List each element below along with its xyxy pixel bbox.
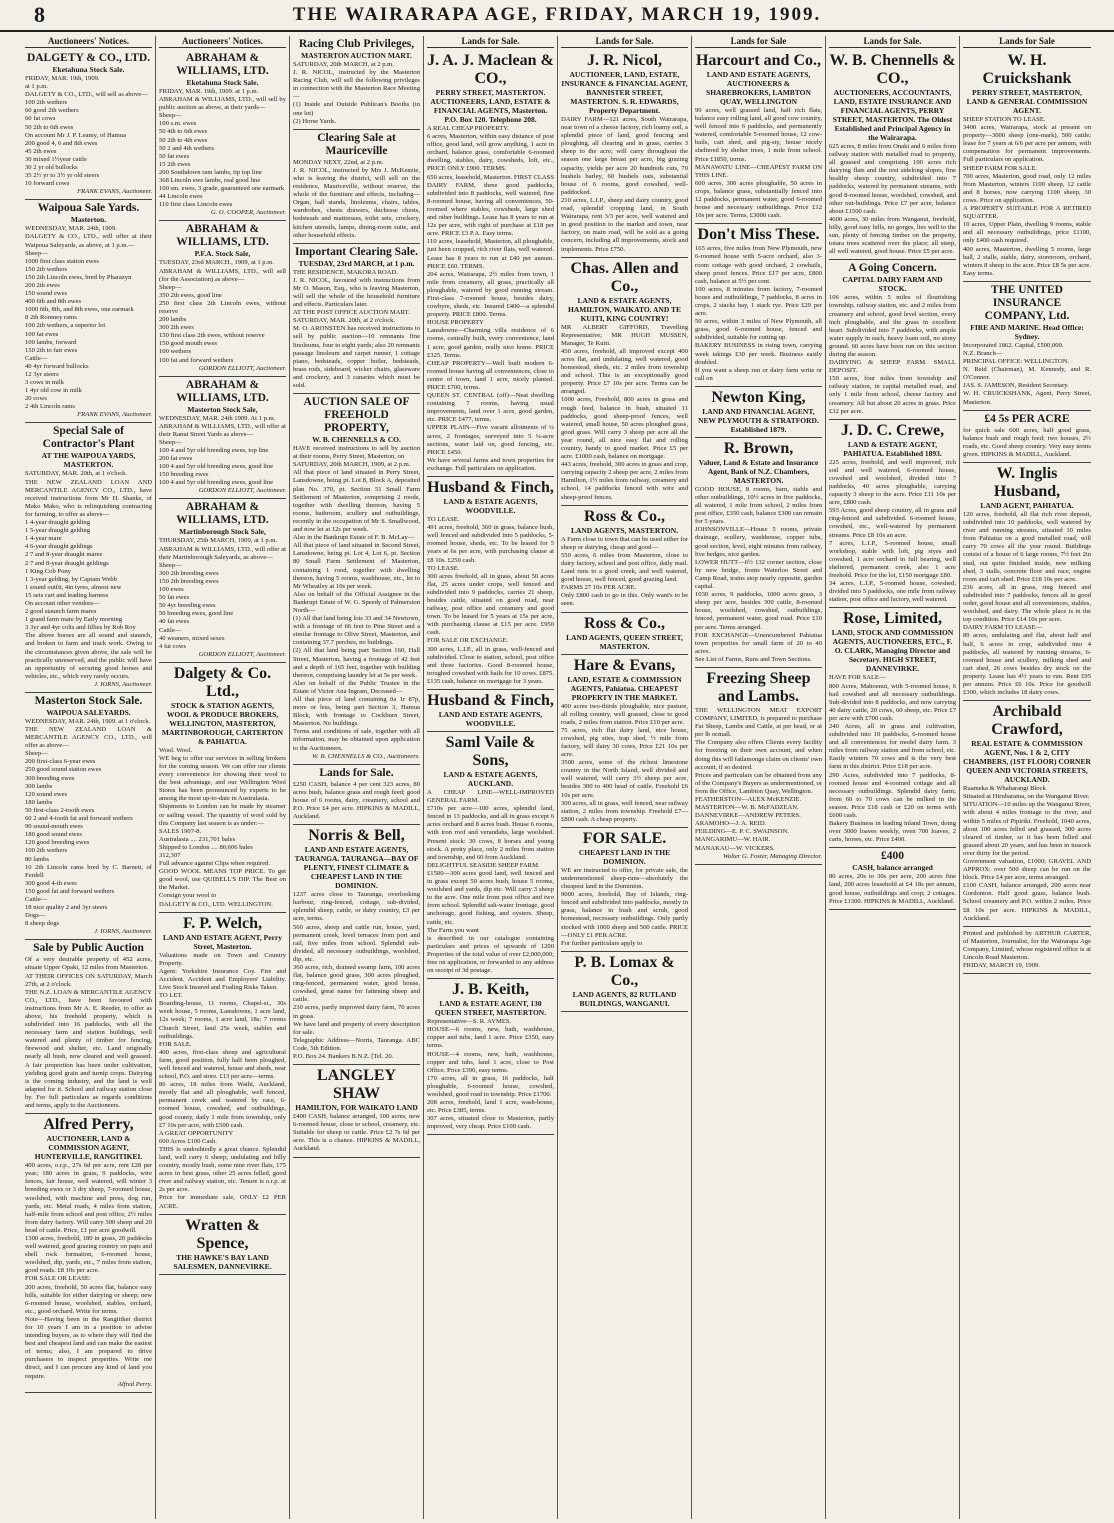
ad-subtitle: PERRY STREET, MASTERTON, LAND & GENERAL COMMISSION AGENT.	[966, 88, 1088, 115]
ad-signature: J. IORNS, Auctioneer.	[94, 680, 152, 688]
ad-signature: G. O. COOPER, Auctioneer.	[210, 209, 286, 217]
advertisement	[293, 1065, 420, 1157]
ad-title: P. B. Lomax & Co.,	[574, 953, 675, 989]
ad-title: Chas. Allen and Co.,	[570, 259, 679, 295]
ad-subtitle: LAND AND ESTATE AGENTS, WOODVILLE.	[438, 710, 543, 728]
column-heading: Lands for Sale	[963, 36, 1091, 48]
ad-subtitle: LAND & ESTATE AGENT, PAHIATUA. Established 1893.	[843, 439, 942, 458]
column-5	[558, 36, 692, 1519]
ad-signature: FRANK EVANS, Auctioneer.	[77, 188, 152, 196]
advertisement	[561, 655, 688, 828]
advertisement	[963, 411, 1091, 463]
advertisement	[829, 260, 956, 419]
advertisement	[25, 1114, 152, 1393]
ad-signature: Walter G. Foster, Managing Director.	[723, 852, 822, 860]
ad-subtitle: LAND & ESTATE AGENTS, WOODVILLE.	[443, 497, 538, 516]
ad-title: Clearing Sale at Mauriceville	[317, 131, 396, 157]
advertisement	[25, 693, 152, 940]
ad-body: 165 acres, five miles from New Plymouth, new 6-roomed house with 5-acre orchard, also 3-room cottage with good orchard, 2 cowbails, sheep proof fences. Price £17 per acre, £800 cash, balance at 5½ per cent. 100 acres, 8 minutes from factory, 7-roomed house and outbuildings, 7 paddocks, 8 acres in crops, 2 stacks hay, 1 stack rye. Price £29 per acre. 50 acres, within 3 miles of New Plymouth, all grass, good 6-roomed house, fenced and subdivided, suitable for cutting up. BAKERY BUSINESS in rising town, carrying week takings £30 per week. Business easily doubled. If you want a sheep run or dairy farm write or call on	[695, 245, 822, 382]
advertisement	[829, 50, 956, 260]
ad-body: £400 CASH, balance arranged, 100 acres, new 6-roomed house, close to school, creamery, etc. Suitable for sheep or cattle. Price £2 7s 6d per acre. This is a chance. HIPKINS & MADILL, Auckland.	[293, 1113, 420, 1153]
ad-subtitle: LAND AGENTS, 82 RUTLAND BUILDINGS, WANGANUI.	[572, 989, 677, 1008]
ad-subtitle: AUCTIONEER, LAND, ESTATE, INSURANCE & FINANCIAL AGENT, BANNISTER STREET, MASTERTON. S. R. EDWARDS, Property Department.	[561, 70, 688, 115]
advertisement	[159, 913, 286, 1215]
newspaper-title: THE WAIRARAPA AGE, FRIDAY, MARCH 19, 1909.	[292, 4, 822, 25]
advertisement	[963, 282, 1091, 411]
ad-subtitle: LAND & ESTATE AGENTS, HAMILTON, WAIKATO. AND TE KUITI, KING COUNTRY!	[567, 295, 682, 323]
ad-title: £4 5s PER ACRE	[984, 412, 1070, 425]
ad-title: J. R. Nicol,	[586, 52, 663, 69]
ad-signature: GORDON ELLIOTT, Auctioneer.	[198, 650, 286, 658]
ad-subtitle: P.F.A. Stock Sale,	[194, 249, 251, 259]
ad-title: Lands for Sale.	[319, 766, 394, 779]
ad-body: WEDNESDAY, MAR. 24th, 1909. at 1 o'clock. THE NEW ZEALAND LOAN & MERCANTILE AGENCY CO., LTD., will offer as above— Sheep— 200 first-class 6-year ewes 250 good sound station ewes 300 breeding ewes 300 lambs 120 sound ewes 180 lambs 50 first-class 2-tooth ewes 60 2 and 4-tooth fat and forward wethers 90 sound-mouth ewes 180 good sound ewes 120 good breeding ewes 100 2th wethers 80 lambs 10 2th Lincoln rams bred by C. Barnett, of Ferdell 300 good 4-th ewes 150 good fat and forward wethers Cattle— 18 nice quality 2 and 3yr steers Dogs— 8 sheep dogs	[25, 717, 152, 928]
ad-body: Of a very desirable property of 452 acres, situate Upper Opaki, 12 miles from Masterton. AT THEIR OFFICES ON SATURDAY, March 27th, at 2 o'clock. THE N.Z. LOAN & MERCANTILE AGENCY CO., LTD., have been favoured with instructions from Mr A. E. Reeder, to offer as above, his freehold property, which is subdivided into 16 paddocks, with all the necessary farm and station buildings, well watered and plenty of timber for fencing, firewood and shelter, etc. Land originally nearly all bush, now cleared and well grassed. A fair proportion has been under cultivation, yielding good grain and turnip crops. Dairying is the coming industry, and the land is well adapted for it. School and railway station close by. For full particulars as regards conditions and terms, apply to the Auctioneers.	[25, 956, 152, 1110]
ad-title: W. Inglis Husband,	[993, 465, 1061, 500]
ad-title: R. Brown,	[723, 439, 794, 457]
advertisement	[25, 423, 152, 692]
column-3	[290, 36, 424, 1519]
ad-body: 80 acres, 20s to 30s per acre, 200 acres fine land, 200 acres leasehold at £4 18s per annum, good house, outbuildings and crop; 2 cottages. Price £1300. HIPKINS & MADILL, Auckland.	[829, 873, 956, 905]
ad-title: J. D. C. Crewe,	[840, 421, 945, 439]
ad-signature: GORDON ELLIOTT, Auctioneer.	[198, 364, 286, 372]
ad-title: Dalgety & Co. Ltd.,	[173, 664, 272, 700]
ad-title: Husband & Finch,	[427, 692, 554, 709]
advertisement	[695, 387, 822, 438]
ad-title: £400	[881, 850, 904, 863]
ad-subtitle: Valuer, Land & Estate and Insurance Agent, Bank of N.Z. Chambers, MASTERTON.	[698, 457, 819, 485]
ad-signature: FRANK EVANS, Auctioneer.	[77, 411, 152, 419]
advertisement	[695, 50, 822, 224]
ad-title: Rose, Limited,	[842, 610, 943, 628]
advertisement	[561, 952, 688, 1012]
column-6	[692, 36, 826, 1519]
advertisement	[25, 940, 152, 1114]
ad-subtitle: MASTERTON AUCTION MART.	[301, 51, 412, 60]
ad-body: 400 acres, o.r.p., 27s 6d per acre, rent £28 per year; 180 acres in grass, 9 paddocks, wire fences, fair house, well watered, will winter 3 breeding ewes or 3 dry sheep, 7-roomed house, woolshed, with machine and press, dog run, yards, etc. Metal roads, 4 miles from station, half-mile from school and post office, 2½ miles from dairy factory. Will carry 300 sheep and 20 head of cattle. Price, £1 per acre goodwill. 1300 acres, freehold, 180 in grass, 20 paddocks well watered, good grazing country on paps and shell rock formation, 6-roomed house, woolshed, dip, yards, etc., 7 miles from station, good roads. £8 10s per acre. FOR SALE OR LEASE: 200 acres, freehold, 50 acres flat, balance easy hills, suitable for either dairying or sheep; new 6-roomed house, woolshed, stables, orchard, etc., good orchard. Write for terms. Note—Having been in the Rangitikei district for 10 years I am in a position to advise intending buyers, as to where they will find the best and cheapest land and can make the easiest of terms; also, I am prepared to drive purchasers to inspect properties. Write me direct, and I can procure any kind of land you require.	[25, 1162, 152, 1380]
ad-body: SATURDAY, 20th MARCH, at 2 p.m. J. R. NICOL, instructed by the Masterton Racing Club, will sell the following privileges in connection with the Masterton Race Meeting— (1) Inside and Outside Publican's Booths (in one lot) (2) Horse Yards.	[293, 61, 420, 125]
ad-title: W. B. Chennells & CO.,	[829, 52, 956, 87]
ad-body: THE WELLINGTON MEAT EXPORT COMPANY, LIMITED, is prepared to purchase Fat Sheep, Lambs and Cattle, at per head, or at per lb ocmall. The Company also offers Clients every facility for freezing on their own account, and when doing this will fatlamonge claim on clients' own account, if so desired. Prices and particulars can be obtained from any of the Company's Buyers as undermentioned, or from the Office, Lambton Quay, Wellington. FEATHERSTON—ALEX McKENZIE. MASTERTON—W. B. McFADZEAN. DANNEVIRKE—ANDREW PETERS. ARAMOHO—J. A. REID. FEILDING—E. P. C. SWAINSON. MANGARIMU—W. HAIR. MANAKAU—W. VICKERS.	[695, 706, 822, 852]
ad-body: FRIDAY, MAR. 19th, 1909. at 1 p.m. DALGETY & CO., LTD., will sell as above— 100 2th wethers 60 good 2th wethers 60 fat cows 50 2th to 6th ewes On account Mr J. P. Leamy, of Hamua 200 good 4, 6 and 8th ewes 45 2th ewes 30 mixed 1½year cattle 30 2 yr old bullocks 35 2½ yr to 3½ yr old steers 10 forward cows	[25, 75, 148, 188]
column-8	[960, 36, 1094, 1519]
advertisement	[159, 50, 286, 221]
advertisement	[829, 420, 956, 609]
ad-subtitle: FIRE AND MARINE. Head Office: Sydney.	[970, 322, 1084, 341]
column-heading: Auctioneers' Notices.	[25, 36, 152, 48]
advertisement	[561, 828, 688, 952]
ad-subtitle: CASH, balance arranged	[852, 863, 933, 873]
ad-subtitle: PERRY STREET, MASTERTON. AUCTIONEERS, LAND, ESTATE & FINANCIAL AGENTS, Masterton. P.O. Box 120. Telephone 208.	[430, 88, 551, 124]
ad-subtitle: THE HAWKE'S BAY LAND SALESMEN, DANNEVIRKE.	[173, 1252, 272, 1271]
ad-title: J. A. J. Maclean & CO.,	[427, 52, 554, 87]
ad-body: 106 acres, within 5 miles of flourishing township, railway station, etc. and 2 miles from creamery and school, good level section, every inch ploughable, and the grass in excellent heart. Subdivided into 7 paddocks, with ample water supply in each, heavy loam soil, no stony ground. 60 acres have been run on this section during the season. DAIRYING & SHEEP FARM. SMALL DEPOSIT. 150 acres, four miles from township and railway station, in capital metalled road, and only 1 mile from school, cheese factory and creamery. All but about 20 acres in grass. Price £32 per acre.	[829, 294, 956, 415]
ad-subtitle: HAMILTON, FOR WAIKATO LAND	[295, 1103, 418, 1113]
ad-title: Saml Vaile & Sons,	[445, 734, 536, 769]
advertisement	[427, 732, 554, 979]
ad-title: Norris & Bell,	[308, 827, 405, 845]
ad-title: A Going Concern.	[848, 262, 937, 275]
ad-title: Ross & Co.,	[584, 614, 665, 632]
advertisement	[963, 463, 1091, 701]
column-heading: Auctioneers' Notices.	[159, 36, 286, 48]
ad-title: Waipoua Sale Yards.	[37, 202, 140, 215]
ad-body: HAVE FOR SALE— 800 Acres, Mahoenui, with 5-roomed house, 6 bail cowshed and all necessary outbuildings. Sub-divided into 8 paddocks, and now carrying 40 dairy cattle, 20 cows, 60 sheep, etc. Price £7 per acre with £700 cash. 240 Acres, all in grass and cultivation, subdivided into 10 paddocks, 6-roomed house and all conveniences for model dairy farm. 3 miles from railway station and from school, etc. Easily winters 70 cows and is the very best farm in this district. Price £18 per acre. 290 Acres, subdivided into 7 paddocks, 8-roomed house and 4-roomed cottage and all necessary outbuildings. Splendid dairy farm; from 60 to 70 cows can be milked in the season. Price £18 cash or £20 on terms with £600 cash. Bakery Business in leading inland Town, doing over 3000 loaves weekly, oven 700 loaves, 2 carts, horses, etc. Price £400.	[829, 674, 956, 844]
advertisement	[427, 50, 554, 477]
ad-body: HAVE received instructions to sell by auction at their rooms, Perry Street, Masterton, on SATURDAY, 20th MARCH, 1909, at 2 p.m. All that piece of land situated in Perry Street, Lansdowne, being pt. Lot 8, Block A, deposited plan No. 370, pt. Section 51 Small Farm Settlement of Masterton, comprising 2 roods, together with dwelling thereon, having 5 rooms, bathroom, scullery and outbuildings, recently in the occupation of Mr S. Smallwood, and now let at 12s per week. Also in the Bankrupt Estate of F. B. McLay— All that piece of land situated in Second Street, Lansdowne, being pt. Lot 4, Lot 6, pt. Section 80 Small Farm Settlement of Masterton, containing 1 rood, together with dwelling thereon, having 5 rooms, washhouse, etc., let to Mr Wheatley at 10s per week. Also on behalf of the Official Assignee in the Bankrupt Estate of W. G. Speedy of Palmerston North— (1) All that land being lots 33 and 34 Newtown, with a frontage of 66 feet to Pine Street and a similar frontage to Olive Street, Masterton, and containing 37.7 perches, no buildings. (2) All that land being part Section 160, Hall Street, Masterton, having a frontage of 42 feet and a depth of 165 feet, together with building thereon, comprising laundry let at 5s per week. Also on behalf of the Public Trustee in the Estate of Victor Ana Ingram, Deceased— All that piece of land containing 0a 1r 87p, more or less, being part Section 3, Hamua Block, with frontage to Cockburn Street, Masterton. No buildings. Terms and conditions of sale, together with all information, may be obtained upon application to the Auctioneers.	[293, 445, 420, 752]
ad-subtitle: LAND AGENT, PAHIATUA.	[980, 501, 1074, 510]
ad-subtitle: LAND AND ESTATE AGENTS, TAURANGA. TAURANGA—BAY OF PLENTY, FINEST CLIMATE & CHEAPEST LAND IN THE DOMINION.	[294, 845, 419, 891]
column-7	[826, 36, 960, 1519]
ad-body: Representative—S. R. AYMES. HOUSE—6 rooms, new, bath, washhouse, copper and tubs, land 1 acre. Price £350, easy terms. HOUSE—4 rooms, new, bath, washhouse, copper and tubs, land 1 acre, close to Post Office. Price £390, easy terms. 170 acres, all in grass, 16 paddocks, half ploughable, 6-roomed house, cowshed, woolshed, good road to township. Price £1700. 208 acres, freehold, land 1 acre, wash-house, etc. Price £385, terms. 307 acres, situated close to Masterton, partly improved, very cheap. Price £100 cash.	[427, 1018, 554, 1131]
advertisement	[427, 979, 554, 1135]
ad-title: LANGLEY SHAW	[316, 1067, 397, 1103]
ad-title: ABRAHAM & WILLIAMS, LTD.	[176, 378, 269, 404]
column-4	[424, 36, 558, 1519]
ad-title: J. B. Keith,	[452, 981, 529, 999]
ad-subtitle: STOCK & STATION AGENTS, WOOL & PRODUCE BROKERS, WELLINGTON, MASTERTON, MARTINBOROUGH, CARTERTON & PAHIATUA.	[161, 700, 284, 746]
ad-subtitle: LAND, STOCK AND COMMISSION AGENTS, AUCTIONEERS, ETC., F. O. CLARK, Managing Director and Secretary. HIGH STREET, DANNEVIRKE.	[831, 628, 954, 674]
ad-title: F. P. Welch,	[183, 914, 262, 932]
advertisement	[695, 224, 822, 387]
column-heading: Lands for Sale.	[829, 36, 956, 48]
advertisement	[293, 130, 420, 244]
advertisement	[963, 927, 1091, 974]
advertisement	[427, 477, 554, 690]
ad-body: 120 acres, freehold, all flat rich river deposit, subdivided into 10 paddocks, well watered by river and running streams, situated 10 miles from Pahiatua on a good metalled road, will carry 70 cows all the year round. Buildings consist of a house of 6 large rooms, 7½ feet 2in stud, out quite finished inside, new milking shed, 3 stalls, concrete floor and race, engine room and cart shed. Price £18 10s per acre. 236 acres, all in grass, ring fenced and subdivided into 7 paddocks, fences all in good order, good house and all conveniences, stables, woolshed, and dairy. The whole place is in the top condition. Price £14 10s per acre. DAIRY FARM TO LEASE— 89 acres, undulating and flat, about half and half, 6 acres in crop, subdivided into 4 paddocks, all watered by running streams, 6-roomed house and scullery, milking shed and cart shed, 26 cows besides dry stock on the property. Lease has 4½ years to run. Rent £95 per annum. Price £6 10s. Price for goodwill £300, which includes 18 dairy cows.	[963, 511, 1091, 697]
ad-body: 1237 acres close to Tauranga, overlooking harbour, ring-fenced, cottage, sub-divided, splendid sheep, cattle, or dairy country, £3 per acre, terms. 560 acres, sheep and cattle run, house, yard, permanent creek, level terraces from port and rail, five miles from school. Splendid sub-divided, all necessary outbuildings, woolshed, dip, etc. 360 acres, rich, drained swamp farm, 100 acres flat, balance good grass, 300 acres ploughed, ring-fenced, permanent water, good house, cowshed, great name for fattening sheep and cattle. 230 acres, partly improved dairy farm, 70 acres in grass. We have land and property of every description for sale. Telegraphic Address—Norris, Tauranga. ABC Code, 5th Edition. P.O. Box 24. Bankers B.N.Z. [Tel. 20.	[293, 891, 420, 1060]
ad-body: FRIDAY, MAR. 19th, 1909. at 1 p.m. ABRAHAM & WILLIAMS, LTD., will sell by public auction as above, at their yards— Sheep— 100 s.m. ewes 50 4th to 6th ewes 50 2th to 4th ewes 50 2 and 4th wethers 50 fat ewes 15 2th ewes 200 Southdown ram lambs, tip top line 368 Lincoln ewe lambs, real good line 100 sm. ewes, 3 grade, guaranteed one earmark 44 Lincoln ewes 110 first class Lincoln ewes	[159, 88, 286, 209]
advertisement	[159, 1215, 286, 1275]
ad-body: TO LEASE. 491 acres, freehold, 360 in grass, balance bush, well fenced and subdivided into 5 paddocks, 5-roomed house, sheds, etc. To be leased for 5 years at 6s per acre, with purchasing clause at £8 10s. £250 cash. TO LEASE. 300 acres freehold, all in grass, about 50 acres flat, 25 acres under crops, well fenced and subdivided into 9 paddocks, carries 21 sheep, besides cattle, situated on good road, near railway, post office and creamery and good town. To be leased for 5 years at 15s per acre, with purchasing clause at £15 per acre. £950 cash. FOR SALE OR EXCHANGE. 300 acres, L.I.P., all in grass, well-fenced and subdivided. Close to station, school, post office and three factories. Good 8-roomed house, troughed cowshed with bails for 10 cows. £875. £135 cash, balance on mortgage for 3 years.	[427, 516, 554, 685]
ad-title: Harcourt and Co.,	[695, 52, 822, 69]
column-heading: Lands for Sale	[695, 36, 822, 48]
ad-title: Important Clearing Sale.	[295, 245, 418, 258]
advertisement	[293, 825, 420, 1065]
ad-subtitle: CHEAPEST LAND IN THE DOMINION.	[578, 847, 671, 866]
ad-body: SHEEP STATION TO LEASE. 3400 acres, Wairarapa, stock at present on property—3000 sheep (one-mark), 500 cattle; lease for 7 years at 6/6 per acre per annum, with compensation for permanent improvements. Full particulars on application. SHEEP FARM FOR SALE. 700 acres, Masterton, good road, only 12 miles from Masterton, winters 1100 sheep, 12 cattle and 8 horses, now carrying 1100 sheep, 30 cows. Price on application. A PROPERTY SUITABLE FOR A RETIRED SQUATTER. 10 acres, Upper Plain, dwelling 9 rooms, stable and all necessary outbuildings, price £1100, only £400 cash required. 400 acres, Masterton, dwelling 5 rooms, large hall, 2 stalls, stable, dairy, storeroom, orchard, winters 8 sheep to the acre. Price £8 5s per acre. Easy terms.	[963, 116, 1091, 277]
advertisement	[561, 258, 688, 506]
ad-title: Special Sale of Contractor's Plant	[42, 425, 135, 451]
ad-body: 99 acres, well grassed land, half rich flats, balance easy rolling land, all good cow country, well fenced into 6 paddocks, and permanently watered, comfortable 5-roomed house, 12 cow-bails, cart shed, and pig-sty, house nicely sheltered by shelter trees, 1 mile from school. Price £1850, terms. MANAWATU LINE—CHEAPEST FARM ON THIS LINE. 600 acres, 300 acres ploughable, 50 acres in crops, balance grass, substantially fenced into 12 paddocks, permanent water, good 6-roomed house and necessary outbuildings. Price £12 10s per acre. Terms, £3000 cash.	[695, 107, 822, 220]
ad-title: Archibald Crawford,	[991, 703, 1063, 739]
ad-title: Newton King,	[711, 388, 806, 406]
ad-subtitle: LAND AND FINANCIAL AGENT, NEW PLYMOUTH & STRATFORD. Established 1879.	[698, 406, 819, 434]
ad-title: FOR SALE.	[582, 829, 667, 847]
ad-subtitle: LAND AND ESTATE AGENTS, AUCTIONEERS & SHAREBROKERS, LAMBTON QUAY, WELLINGTON	[706, 70, 811, 106]
ad-body: Printed and published by ARTHUR CARTER, of Masterton, Journalist, for the Wairarapa Age Company, Limited, whose registered office is at Lincoln Road Masterton. FRIDAY, MARCH 19, 1909.	[963, 929, 1091, 970]
ad-subtitle: Martinborough Stock Sale,	[179, 527, 266, 537]
ad-subtitle: AUCTIONEER, LAND & COMMISSION AGENT, HUNTERVILLE, RANGITIKEI.	[34, 1134, 143, 1162]
ad-title: ABRAHAM & WILLIAMS, LTD.	[176, 223, 269, 249]
advertisement	[159, 377, 286, 500]
ad-signature: Alfred Perry.	[117, 1380, 152, 1388]
column-2	[156, 36, 290, 1519]
ad-subtitle: LAND, ESTATE & COMMISSION AGENTS, Pahiatua. CHEAPEST PROPERTY IN THE MARKET.	[567, 674, 682, 702]
advertisement	[159, 499, 286, 662]
ad-body: WE are instructed to offer, for private sale, the undermentioned sheep-runs—absolutely the cheapest land in the Dominion. 9000 acres, freehold, Bay of Islands, ring-fenced and subdivided into paddocks, mostly in grass, balance in bush and scrub, good homestead, necessary outbuildings. Only partly stocked with 1000 sheep and 500 cattle. PRICE—ONLY £1 PER ACRE. For further particulars apply to	[561, 866, 688, 947]
columns-container	[22, 36, 1110, 1519]
advertisement	[25, 200, 152, 423]
ad-body: Valuations made on Town and Country Property. Agent: Yorkshire Insurance Coy. Fire and Accident. Accident and Employers' Liability. Live Stock Insured and Foaling Risks Taken. TO LET. Boarding-house, 11 rooms, Chapel-st., 30s week house, 5 rooms, Lansdowne, 1 acre land, 12s week; 7 rooms, 1 acre land, 18s; 7 rooms Church Street, land 25s week, stables and outbuildings. FOR SALE. 400 acres, first-class sheep and agricultural farm, good position, fully half been ploughed, well fenced and watered, house and sheds, near school, P.O. and store. £13 per acre—terms. 86 acres, 18 miles from Waihi, Auckland, mostly flat and all ploughable, well fenced, permanent creek and watered by race, 6-roomed house, cowshed, and outbuildings, good county, daily 1 mile from township, only £7 10s per acre, with £500 cash. A GREAT OPPORTUNITY 600 Acres £100 Cash. THIS is undoubtedly a great chance. Splendid land, well carry 6 sheep; undulating and hilly country, mostly bush, some nine river flats, 175 acres in best grass, other 25 acres felled, good river and railway station, etc. Tenure is o.r.p. at 2s per acre. Price for immediate sale, ONLY £2 PER ACRE.	[159, 951, 286, 1210]
ad-title: Ross & Co.,	[584, 507, 665, 525]
ad-subtitle: Masterton.	[70, 215, 107, 225]
ad-body: MR ALBERT GIFFORD, Travelling Representative; MR HUGH MUSSEN, Manager, Te Kuiti. 450 acres, freehold, all improved except 400 acres flat, and undulating, well watered, good homestead, sheds, etc. 2 miles from township and school. This is an exceptionally good property. Price £7 10s per acre. Terms can be arranged. 1000 acres, Freehold, 800 acres in grass and rough feed, balance in bush, situated 11 paddocks, good sheep-proof fences, well watered, small house, 50 acres ploughed grass, good grass. Will carry 3 sheep per acre all the year round, all nice easy flat and rolling country, handy to good market. Price £5 per acre. £1000 cash, balance on mortgage. 443 acres, freehold, 300 acres in grass and crop, carrying capacity 2 sheep per acre, 2 miles from Hamilton, 1½ miles from railway, creamery and school, 14 paddocks fenced with wire and sheep-proof fences.	[561, 323, 688, 501]
ad-title: Freezing Sheep and Lambs.	[706, 669, 811, 705]
ad-body: 400 acres two-thirds ploughable, nice pasture, all rolling country, well grassed, close to good roads, 2 miles from station. Price £10 per acre. 75 acres, rich flat dairy land, nice house, cowshed, pig sties, trap shed, ½ mile from factory, will dairy 30 cows, Price £21 10s per acre. 3500 acres, some of the richest limestone country in the North Island, well divided and well watered, will carry 3½ sheep per acre, besides 300 to 400 head of cattle. Freehold £6 10s per acre. 300 acres, all in grass, well fenced, near railway station, 2 miles from township. Freehold £7—£800 cash. A cheap property.	[561, 702, 688, 823]
advertisement	[25, 50, 152, 200]
column-heading: Lands for Sale.	[561, 36, 688, 48]
ad-subtitle: REAL ESTATE & COMMISSION AGENT, Nos. 1 & 2, CITY CHAMBERS, (1ST FLOOR) CORNER QUEEN AND VICTORIA STREETS, AUCKLAND.	[963, 739, 1091, 785]
ad-body: GOOD HOUSE, 8 rooms, barn, stable and other outbuildings, 10½ acres in five paddocks, all watered, 1 mile from school, 2 miles from post office, £350 cash, balance £300 can remain for 5 years. JOHNSONVILLE—House 5 rooms, private drainage, scullery, washhouse, copper tubs, good section, level, eight minutes from railway, live hedges, nice garden. LOWER HUTT—6½ 132 corner section, close by new bridge, fronts Waterloo Street and Camp Road, trains stop nearly opposite, garden capital. 1030 acres, 9 paddocks, 1000 acres grass, 3 sheep per acre, besides 300 cattle, 8-roomed house, woolshed, cowshed, outbuildings, fenced, permanent water, good road. Price £10 per acre. Terms arranged. FOR EXCHANGE—Unencumbered Pahiatua town properties for small farm of 20 to 40 acres. See List of Farms, Runs and Town Sections.	[695, 485, 822, 663]
ad-subtitle: CAPITAL DAIRY FARM AND STOCK.	[842, 275, 943, 294]
ad-title: Hare & Evans,	[573, 656, 676, 674]
ad-title: Masterton Stock Sale.	[34, 694, 143, 707]
ad-title: Racing Club Privileges,	[298, 38, 415, 50]
ad-title: THE UNITED INSURANCE COMPANY, Ltd.	[984, 283, 1070, 322]
ad-title: Husband & Finch,	[427, 479, 554, 497]
ad-body: Ruameka & Whaharangi Block Situated at Hirubarama, on the Wanganui River. SITUATION—10 miles up the Wanganui River, with about 4 miles frontage to the river, and within 5 miles of Pipiriki. Freehold, 1040 acres, about 100 acres felled and grassed, 300 acres cleared of timber, so it has been felled and grassed about 20 years, and has been in tussock over thirty for the period. Government valuation, £1000; GRAVEL AND APPROX: over 500 sheep can be run on the block. Price £4 per acre, terms arranged. £100 CASH, balance arranged, 200 acres near Gordonton. Half good grass, balance bush. School creamery and P.O. within 2 miles. Price £8 10s per acre. HIPKINS & MADILL, Auckland.	[963, 785, 1091, 922]
ad-body: DAIRY FARM—121 acres, South Wairarapa, near town of a cheese factory, rich loamy soil, a splendid piece of land, good fencing and ploughing, all clearing and in grass, carries 3 sheep to the acre; will carry throughout the season one large breast per acre, big grazing capacity, yields per acre 20 hundreds cuts, 70 bushels barley, 60 bushels oats, substantial house of 6 rooms, good cowshed, well-paddocked. 210 acres, L.I.P., sheep and dairy country, good road, splendid cropping land, in South Wairarapa, rent 3/3 per acre, well watered and in good position to the market and town, near factory, on main road, will be sold as a going concern, including all improvements, stock and implements. Price £750.	[561, 116, 688, 253]
ad-subtitle: LAND AND ESTATE AGENT, Perry Street, Masterton.	[163, 932, 282, 951]
ad-subtitle: Masterton Stock Sale,	[187, 404, 258, 414]
ad-body: A Farm close to town that can be used either for sheep or dairying, cheap and good— 550 acres, 6 miles from Masterton, close to dairy factory, school and post office, daily mail. Land runs to a good creek, and well watered, good house, well fenced, good grazing land. FARMS 27 10s PER ACRE. Only £800 cash to go in this. Only want's to be seen.	[561, 535, 688, 608]
ad-signature: J. IORNS, Auctioneer.	[94, 928, 152, 936]
ad-body: A REAL CHEAP PROPERTY. 6 acres, Masterton, within easy distance of post office, good land, will grow anything, 1 acre in orchard, balance grass, comfortable 6-roomed dwelling, stables, dairy, cowsheds, loft, etc., PRICE ONLY £900. TERMS. 650 acres, leasehold, Masterton. FIRST CLASS DAIRY FARM, three good paddocks, subdivided into 8 paddocks, well watered, fine 8-roomed house, having all conveniences, 50-roomed where stables, cowsheds, large shed and other buildings. Lease has 8 years to run at 12s per acre, with right of purchase at £18 per acre. PRICE £3 P.A. Easy terms. 110 acres, leasehold, Masterton, all ploughable, just been cropped, rich river flats, well watered. Lease has 8 years to run at £40 per annum. PRICE £60. TERMS. 204 acres, Wairarapa, 2½ miles from town, 1 mile from creamery, all grass, practically all ploughable, watered by good running stream. First-class 7-roomed house, besides dairy, cowbyre, sheds, etc. Insured £400—a splendid property. PRICE £800. Terms. HOUSE PROPERTY Lansdowne—Charming villa residence of 6 rooms, centrally built, every convenience, land 1 acre, good garden, really nice home. PRICE £325. Terms. CHEAP PROPERTY—Well built modern 6-roomed house having all conveniences, close to centre of town, land 1 acre, nicely planted. PRICE £700, terms. QUEEN ST. CENTRAL (off)—Neat dwelling containing 7 rooms, having usual improvements, land over 1 acre, good garden, etc. PRICE £477, terms. UPPER PLAIN—Five vacant allotments of ¼ acres, 2 frontages, surveyed into 5 ¼-acre sections, water laid on, good fencing, etc. PRICE £450. We have several farms and town properties for exchange. Full particulars on application.	[427, 125, 554, 472]
page-number: 8	[34, 2, 45, 27]
advertisement	[293, 36, 420, 130]
ad-subtitle: Eketahuna Stock Sale.	[186, 78, 259, 87]
advertisement	[561, 50, 688, 258]
ad-body: Wool. Wool. WE beg to offer our services in selling brokers for the coming season. We can offer our clients every convenience for showing their wool to the best advantage, and our Wellington Wool Stores has been pronounced by experts to be among the most up-to-date in Australasia. Shipments to London can be made by steamer or sailing vessel. The quantity of wool sold by this Company last season is as under:— SALES 1907-8. Australasia .... 231,701 bales Shipped to London .... 80,606 bales 312,307 Full advance against Clips when required. GOOD WOOL MEANS TOP PRICE. To get good wool, use QUIBELL'S DIP. The Best on the Market. Consign your wool to DALGETY & CO., LTD. WELLINGTON.	[159, 746, 286, 908]
ad-signature: W. B. CHENNELLS & CO., Auctioneers.	[312, 752, 420, 760]
ad-body: for quick sale 600 acres, half good grass, balance bush and rough feed; two houses, 2½ roads, etc. Good sheep country. Very easy terms given. HIPKINS & MADILL, Auckland.	[963, 426, 1091, 458]
ad-body: Incorporated 1862. Capital, £500,000. N.Z. Branch— PRINCIPAL OFFICE: WELLINGTON. N. Reid (Chairman), M. Kennedy, and R. O'Connor. JAS. S. JAMESON, Resident Secretary. W. H. CRUICKSHANK, Agent, Perry Street, Masterton.	[963, 341, 1091, 406]
advertisement	[293, 394, 420, 765]
ad-title: Wratten & Spence,	[185, 1216, 260, 1252]
ad-body: WEDNESDAY, MAR. 24th, 1909. DALGETY & CO., LTD., will offer at their Waipoua Saleyards, as above, at 1 p.m.— Sheep— 1000 first class station ewes 150 2th wethers 150 2th Lincoln ewes, bred by Pharazyn 200 2th ewes 150 sound ewes 400 6th and 8th ewes 1000 6th, 8th, and 8th ewes, one earmark 8 2th Romney rams 100 2th wethers, a superior lot 100 fat ewes 100 lambs, forward 150 2th to fair ewes Cattle— 40 4yr forward bullocks 12 3yr steers 3 cows in milk 1 4yr old cow in milk 20 cows 2 4th Lincoln rams	[25, 225, 152, 411]
advertisement	[829, 848, 956, 909]
ad-subtitle: AT THE WAIPOUA YARDS, MASTERTON.	[41, 451, 136, 470]
advertisement	[293, 765, 420, 825]
ad-title: Alfred Perry,	[43, 1116, 134, 1134]
advertisement	[159, 221, 286, 376]
ad-title: Don't Miss These.	[697, 226, 820, 244]
ad-subtitle: TUESDAY, 23rd MARCH, at 1 p.m.	[298, 258, 415, 268]
ad-subtitle: Eketahuna Stock Sale.	[52, 65, 125, 74]
ad-body: £250 CASH, balance 4 per cent 323 acres, 80 acres bush, balance grass and rough feed; good house of 6 rooms, dairy, creamery, school and P.O. Price £4 per acre. HIPKINS & MADILL, Auckland.	[293, 780, 420, 821]
ad-signature: GORDON ELLIOTT, Auctioneer.	[198, 487, 286, 495]
ad-body: 225 acres, freehold, and well improved, rich soil and well watered, 6-roomed house, cowshed and woolshed, divided into 7 paddocks, 40 acres ploughable, carrying capacity 3 sheep to the acre. Price £11 10s per acre, £800 cash. 593 Acres, good sheep country, all in grass and ring-fenced and subdivided. 6-roomed house, cowshed, etc., well-watered by permanent streams. Price £8 10s an acre. 7 acres, L.I.P., 5-roomed house, small workshop, stable with loft, pig styes and cowshed, 1 acre orchard in full bearing, well sheltered, permanent creek, also 1 acre freehold. Price for the lot, £150 mortgage £80. 34 acres, L.I.P., 5-roomed house, cowshed, divided into 5 paddocks, one mile from railway station, post office and factory, well watered.	[829, 458, 956, 604]
ad-body: WEDNESDAY, MAR. 24th 1909. At 1 p.m. ABRAHAM & WILLIAMS, LTD., will offer at their Ranui Street Yards as above— Sheep— 100 4 and 5yr old breeding ewes, top line 200 fat ewes 100 4 and 5yr old breeding ewes, good line 150 breeding ewes 100 4 and 5yr old breeding ewes, good line	[159, 414, 286, 487]
ad-title: ABRAHAM & WILLIAMS, LTD.	[176, 501, 269, 527]
column-1	[22, 36, 156, 1519]
advertisement	[561, 613, 688, 655]
ad-title: Sale by Public Auction	[33, 942, 144, 955]
ad-title: ABRAHAM & WILLIAMS, LTD.	[176, 52, 269, 77]
ad-subtitle: W. B. CHENNELLS & CO.	[312, 435, 401, 445]
ad-title: W. H. Cruickshank	[982, 52, 1072, 87]
advertisement	[561, 506, 688, 613]
advertisement	[427, 690, 554, 732]
advertisement	[159, 663, 286, 913]
ad-subtitle: WAIPOUA SALEYARDS.	[46, 707, 131, 717]
advertisement	[293, 244, 420, 394]
ad-body: SATURDAY, MAR. 20th, at 1 o'clock. THE NEW ZEALAND LOAN AND MERCANTILE AGENCY CO., LTD., have received instructions from Mr H. Shanks, of Mako Mako, who is relinquishing contracting for farming, to offer as above— 1 4-year draught gelding 1 5-year draught gelding 1 4-year mare 4 6-year draught geldings 2 7 and 8-year draught mares 2 7 and 8-year draught geldings 1 King Cob Pony 1 3-year gelding, by Captain Webb 1 sound outfit, 4in tyres, almost new 15 sets cart and leading harness On account other vendors— 2 good staunch farm mares 1 grand farm mare by Early morning 3 3yr and 4yr colts and fillies by Rob Roy The above horses are all sound and staunch, and broken to farm and track work. Owing to the circumstances given above, the sale will be practically unreserved, and the public will have an opportunity of securing good horses and vehicles, etc., which very rarely occurs.	[25, 470, 152, 680]
column-heading: Lands for Sale.	[427, 36, 554, 48]
ad-body: THURSDAY, 25th MARCH, 1909, at 1 p.m. ABRAHAM & WILLIAMS, LTD., will offer at their Martinborough Saleyards, as above— Sheep— 300 2th breeding ewes 150 2th breeding ewes 100 ewes 50 fat ewes 50 4yr breeding ewes 50 breeding ewes, good line 40 fat ewes Cattle— 40 weaners, mixed sexes 4 fat cows	[159, 537, 286, 650]
ad-subtitle: LAND & ESTATE AGENTS, AUCKLAND.	[443, 770, 538, 788]
advertisement	[695, 668, 822, 865]
ad-title: AUCTION SALE OF FREEHOLD PROPERTY,	[303, 396, 410, 435]
ad-title: DALGETY & CO., LTD.	[26, 52, 151, 64]
ad-subtitle: LAND AGENTS, QUEEN STREET, MASTERTON.	[566, 632, 683, 651]
ad-body: TUESDAY, 23rd MARCH., 1909, at 1 p.m. ABRAHAM & WILLIAMS, LTD., will sell (for the Association) as above— Sheep— 350 2th ewes, good line 250 first class 2th Lincoln ewes, without reserve 200 lambs 300 2th ewes 150 first class 2th ewes, without reserve 150 good mouth ewes 100 wethers 100 fat and forward wethers	[159, 259, 286, 364]
advertisement	[963, 50, 1091, 282]
ad-body: A CHEAP LINE—WELL-IMPROVED GENERAL FARM. £710s per acre—100 acres, splendid land, fenced in 13 paddocks, and all in grass except 6 acres orchard and 8 acres bush. House 6 rooms, with iron roof and verandahs, large woolshed. Present stock: 30 cows, 8 horses and young stock. A pretty place, only 2 miles from station and township, and 60 from Auckland. DELIGHTFUL SEASIDE SHEEP FARM. £1500—300 acres good land, well fenced and in grass except 50 acres bush, house 5 rooms, woolshed and yards, dip etc. Will carry 3 sheep to the acre. One mile from post office and two from school. Splendid salt-water frontage, good anchorage, good fishing, and oysters. Sheep, cattle, etc. The Farm you want is described in our catalogue containing particulars and prices of upwards of 1200 Properties of the total value of over £2,000,000; free on application, or forwarded to any address on receipt of 3d postage.	[427, 789, 554, 975]
ad-subtitle: LAND & ESTATE AGENT, 130 QUEEN STREET, MASTERTON.	[434, 999, 547, 1018]
advertisement	[963, 701, 1091, 927]
ad-body: 625 acres, 8 miles from Onaki and 6 miles from railway station with metalled road to property, all grassed and comprising 100 acres rich dairying flats and the rest sidelong slopes, fine healthy sheep country, subdivided into 7 paddocks, watered by permanent streams, with good 8-roomed house, woolshed, cowshed, and other out-buildings. Price £7 per acre, balance about £1500 cash. 4600 acres, 30 miles from Wanganui, freehold, hilly, good easy hills, no gorges, lies well to the sun, plenty of fencing timber on the property, totara trees scattered over the place; all steep, all well watered, good house. Price £5 per acre.	[829, 143, 956, 256]
masthead	[0, 0, 1114, 32]
ad-subtitle: LAND AGENTS, MASTERTON.	[570, 525, 679, 535]
ad-subtitle: AUCTIONEERS, ACCOUNTANTS, LAND, ESTATE INSURANCE AND FINANCIAL AGENTS, PERRY STREET, MASTERTON. The Oldest Established and Principal Agency in the Wairarapa.	[832, 88, 953, 142]
ad-body: THE RESIDENCE, MAKORA ROAD. J. R. NICOL, favoured with instructions from Mr O. Mason, Esq., who is leaving Masterton, will sell the whole of the household furniture and effects. Particulars later. AT THE POST OFFICE AUCTION MART. SATURDAY, MAR. 20th, at 2 o'clock. M. O. ARONSTEN has received instructions to sell by public auction—10 remnants fine linoleums, four to eight yards; also 20 remnants passage linoleum and carpet runner, 1 cottage piano, bedsteads, copper boiler, bedsteads, brass rods, sideboard, wicker chairs, glassware and crockery, and 3 canaries which must be sold.	[293, 268, 420, 389]
advertisement	[695, 438, 822, 668]
advertisement	[829, 608, 956, 848]
ad-body: MONDAY NEXT, 22nd, at 2 p.m. J. R. NICOL, instructed by Mrs J. McKenzie, who is leaving the district, will sell on the residence, Mauriceville, without reserve, the whole of the furniture and effects, including—Organ, hall stands, linoleums, chairs, tables, wardrobes, chests drawers, duchesse chests, bedsteads and mattresses, toilet sets, crockery, kitchen utensils, lamps, dining-room suite, and other household effects.	[293, 158, 420, 239]
